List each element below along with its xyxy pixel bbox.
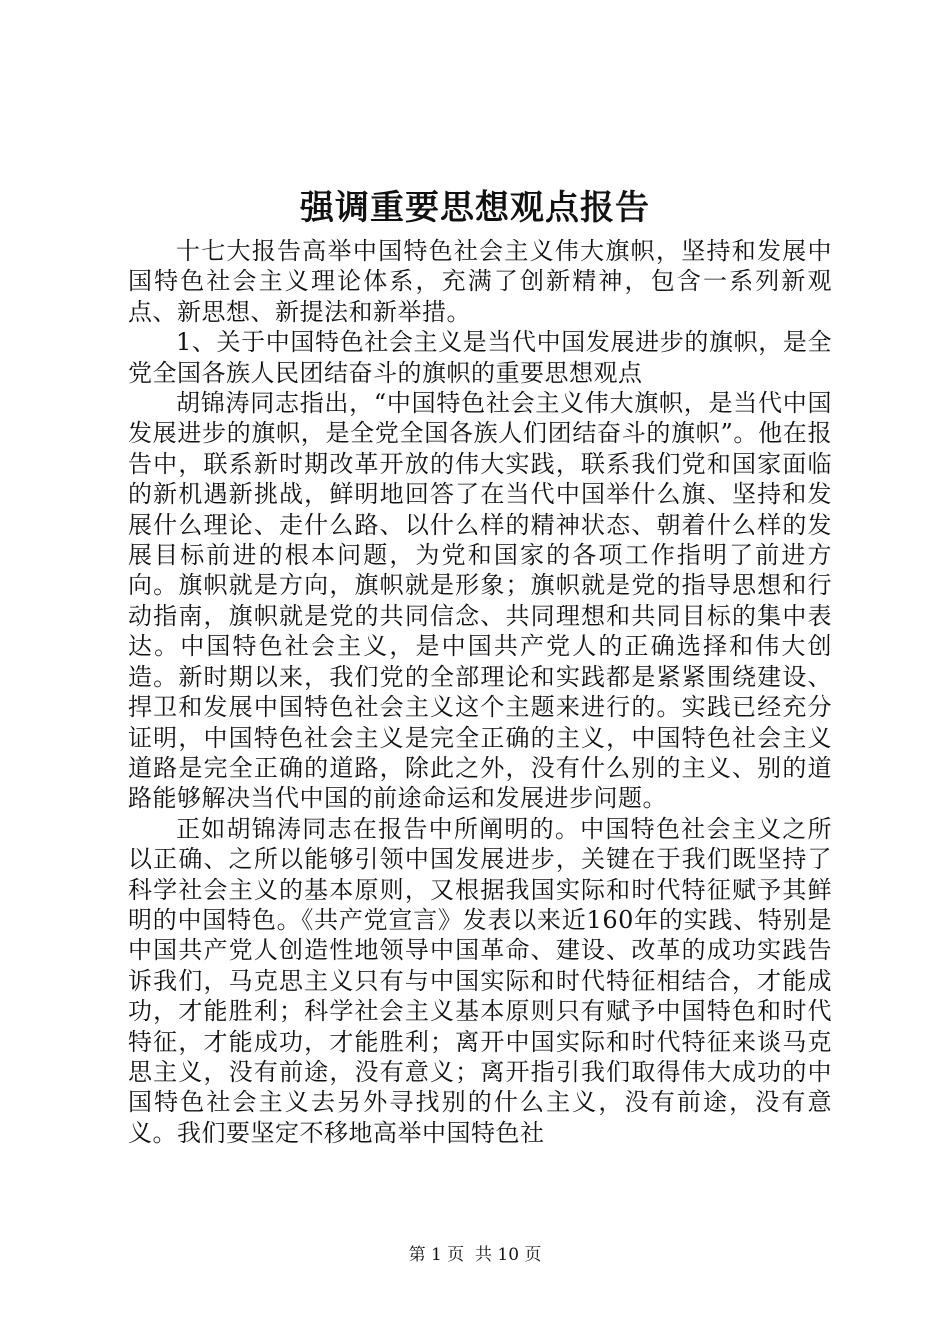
paragraph-body-2: 正如胡锦涛同志在报告中所阐明的。中国特色社会主义之所以正确、之所以能够引领中国发展进步，关键在于我们既坚持了科学社会主义的基本原则，又根据我国实际和时代特征赋予其鲜明的中国特色。《共产党宣言》发表以来近160年的实践、特别是中国共产党人创造性地领导中国革命、建设、改革的成功实践告诉我们，马克思主义只有与中国实际和时代特征相结合，才能成功，才能胜利；科学社会主义基本原则只有赋予中国特色和时代特征，才能成功，才能胜利；离开中国实际和时代特征来谈马克思主义，没有前途，没有意义；离开指引我们取得伟大成功的中国特色社会主义去另外寻找别的什么主义，没有前途，没有意义。我们要坚定不移地高举中国特色社 [128, 814, 832, 1147]
document-title: 强调重要思想观点报告 [300, 188, 650, 228]
paragraph-body-1: 胡锦涛同志指出，“中国特色社会主义伟大旗帜，是当代中国发展进步的旗帜，是全党全国各族人们团结奋斗的旗帜”。他在报告中，联系新时期改革开放的伟大实践，联系我们党和国家面临的新机遇新挑战，鲜明地回答了在当代中国举什么旗、坚持和发展什么理论、走什么路、以什么样的精神状态、朝着什么样的发展目标前进的根本问题，为党和国家的各项工作指明了前进方向。旗帜就是方向，旗帜就是形象；旗帜就是党的指导思想和行动指南，旗帜就是党的共同信念、共同理想和共同目标的集中表达。中国特色社会主义，是中国共产党人的正确选择和伟大创造。新时期以来，我们党的全部理论和实践都是紧紧围绕建设、捍卫和发展中国特色社会主义这个主题来进行的。实践已经充分证明，中国特色社会主义是完全正确的主义，中国特色社会主义道路是完全正确的道路，除此之外，没有什么别的主义、别的道路能够解决当代中国的前途命运和发展进步问题。 [128, 389, 832, 813]
paragraph-section-heading: 1、关于中国特色社会主义是当代中国发展进步的旗帜，是全党全国各族人民团结奋斗的旗帜的重要思想观点 [128, 328, 832, 387]
page-footer [0, 1243, 950, 1267]
document-body [128, 236, 832, 1148]
page-number-label: 第 1 页 共 10 页 [408, 1245, 542, 1265]
paragraph-intro: 十七大报告高举中国特色社会主义伟大旗帜，坚持和发展中国特色社会主义理论体系，充满了创新精神，包含一系列新观点、新思想、新提法和新举措。 [128, 237, 832, 326]
